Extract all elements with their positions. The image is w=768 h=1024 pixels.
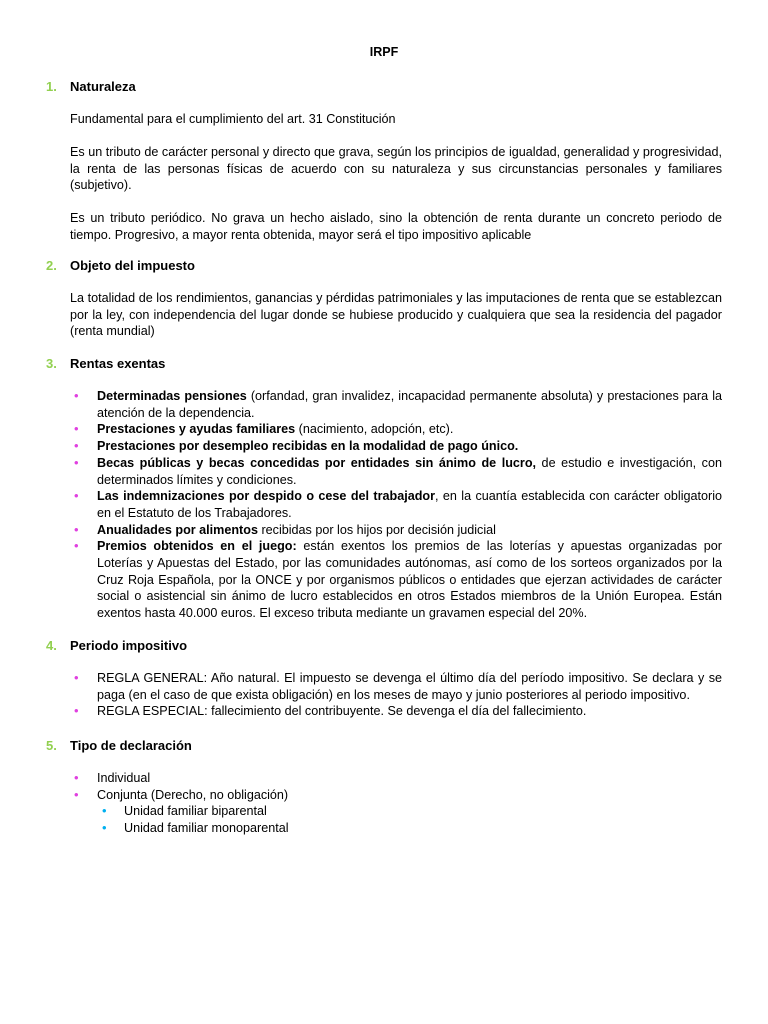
sub-list-item: [97, 803, 722, 820]
item-text: , en la cuantía establecida con carácter obligatorio en el Estatuto de los Trabajadores.: [97, 489, 722, 520]
bullet-icon: •: [74, 770, 79, 785]
item-bold-text: Becas públicas y becas concedidas por entidades sin ánimo de lucro,: [97, 455, 537, 470]
item-bold-text: Las indemnizaciones por despido o cese del trabajador: [97, 489, 435, 504]
list-item: [70, 421, 722, 438]
exempt-income-list: [70, 388, 722, 622]
section-title: Periodo impositivo: [70, 638, 188, 653]
item-text: están exentos los premios de las loterías y apuestas organizadas por Loterías y Apuestas del Estado, por las comunidades autónomas, así como de los sorteos organizados por la Cruz Roja Española, por la ONCE y por organismos públicos o entidades que ejerzan actividades de carácter social o asistencial sin ánimo de lucro establecidos en otros Estados miembros de la Unión Europea. Están exentos hasta 40.000 euros. El exceso tributa mediante un gravamen especial del 20%.: [97, 539, 722, 621]
paragraph: La totalidad de los rendimientos, ganancias y pérdidas patrimoniales y las imputaciones de renta que se establezcan por la ley, con independencia del lugar donde se hubiese producido y cualquiera que sea la residencia del pagador (renta mundial): [70, 291, 722, 339]
sub-bullet-icon: •: [102, 803, 107, 819]
list-item: [70, 770, 722, 787]
item-text: de estudio e investigación, con determinados límites y condiciones.: [97, 455, 722, 487]
bullet-icon: •: [74, 454, 79, 470]
section-title: Objeto del impuesto: [70, 258, 195, 273]
list-item: [70, 455, 722, 488]
list-item: [70, 522, 722, 539]
tax-period-list: [70, 670, 722, 720]
section-periodo-impositivo: [0, 638, 768, 719]
item-bold-text: Determinadas pensiones: [97, 389, 247, 403]
bullet-icon: •: [74, 521, 79, 537]
paragraph: Fundamental para el cumplimiento del art. 31 Constitución: [70, 112, 396, 126]
section-objeto: [0, 258, 768, 339]
bullet-icon: •: [74, 703, 79, 719]
item-bold-text: Anualidades por alimentos: [97, 522, 258, 537]
item-text: (nacimiento, adopción, etc).: [295, 422, 454, 437]
sub-item-text: Unidad familiar monoparental: [124, 821, 289, 836]
bullet-icon: •: [74, 438, 79, 454]
declaration-type-list: [70, 770, 722, 837]
sub-bullet-icon: •: [102, 820, 107, 836]
list-item: [70, 670, 722, 703]
paragraph: Es un tributo de carácter personal y directo que grava, según los principios de igualdad, generalidad y progresividad, la renta de las personas físicas de acuerdo con su naturaleza y sus circunstancias personales y familiares (subjetivo).: [70, 145, 722, 193]
list-item: [70, 388, 722, 421]
section-title: Rentas exentas: [70, 356, 166, 371]
item-text: (orfandad, gran invalidez, incapacidad permanente absoluta) y prestaciones para la atención de la dependencia.: [97, 389, 722, 420]
item-text: Conjunta (Derecho, no obligación): [97, 787, 289, 802]
section-tipo-declaracion: [0, 738, 768, 836]
section-number: 4.: [46, 638, 57, 653]
document-title: IRPF: [369, 45, 399, 59]
item-bold-text: Prestaciones por desempleo recibidas en la modalidad de pago único.: [97, 439, 519, 454]
sub-list-item: [97, 820, 722, 837]
list-item: [70, 538, 722, 622]
bullet-icon: •: [74, 786, 79, 802]
list-item: [70, 787, 722, 837]
section-title: Naturaleza: [70, 79, 136, 94]
section-heading: [0, 356, 768, 374]
section-heading: [0, 258, 768, 276]
section-naturaleza: [0, 79, 768, 242]
section-number: 1.: [46, 79, 57, 94]
item-text: REGLA GENERAL: Año natural. El impuesto se devenga el último día del período impositivo. Se declara y se paga (en el caso de que exista obligación) en los meses de mayo y junio posteriores al periodo impositivo.: [97, 671, 722, 702]
item-text: recibidas por los hijos por decisión judicial: [257, 522, 496, 537]
bullet-icon: •: [74, 538, 79, 554]
bullet-icon: •: [74, 421, 79, 437]
section-number: 2.: [46, 258, 57, 273]
item-bold-text: Premios obtenidos en el juego:: [97, 539, 297, 554]
list-item: [70, 703, 722, 720]
list-item: [70, 438, 722, 455]
bullet-icon: •: [74, 670, 79, 685]
section-heading: [0, 79, 768, 97]
section-heading: [0, 738, 768, 756]
item-bold-text: Prestaciones y ayudas familiares: [97, 422, 296, 437]
sub-item-text: Unidad familiar biparental: [124, 804, 267, 819]
section-number: 5.: [46, 738, 57, 753]
sub-list: [97, 803, 722, 836]
item-text: Individual: [97, 771, 151, 785]
bullet-icon: •: [74, 388, 79, 403]
section-heading: [0, 638, 768, 656]
paragraph: Es un tributo periódico. No grava un hecho aislado, sino la obtención de renta durante un concreto periodo de tiempo. Progresivo, a mayor renta obtenida, mayor será el tipo impositivo aplicable: [70, 211, 722, 242]
section-number: 3.: [46, 356, 57, 371]
item-text: REGLA ESPECIAL: fallecimiento del contribuyente. Se devenga el día del fallecimiento.: [97, 704, 587, 719]
list-item: [70, 488, 722, 521]
section-rentas-exentas: [0, 356, 768, 621]
section-title: Tipo de declaración: [70, 738, 192, 753]
bullet-icon: •: [74, 488, 79, 504]
